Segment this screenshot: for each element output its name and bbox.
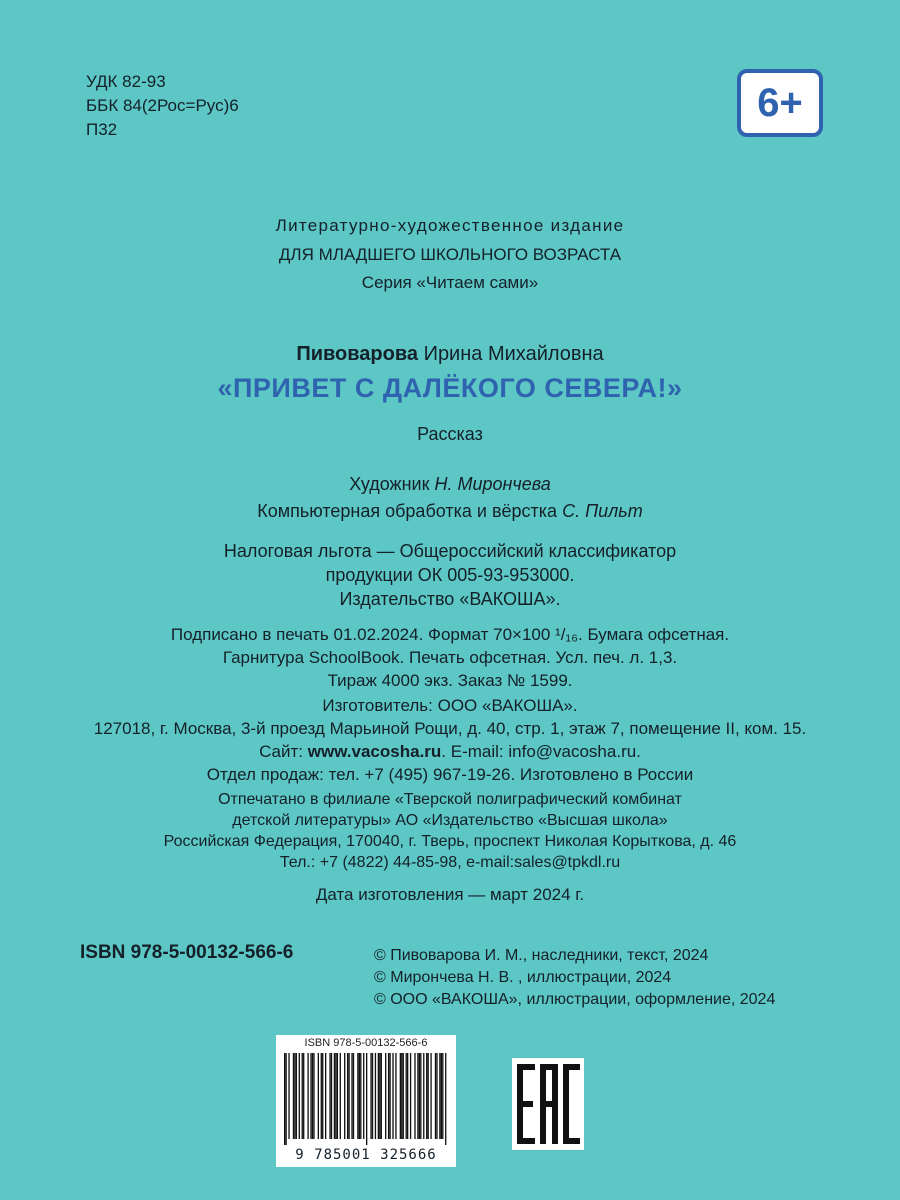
site-tld: .ru bbox=[419, 742, 442, 761]
edition-type: Литературно-художественное издание bbox=[275, 216, 625, 235]
barcode-digits: 9 785001 325666 bbox=[295, 1147, 437, 1163]
age-rating-badge: 6+ bbox=[737, 69, 823, 137]
printer-line: Отпечатано в филиале «Тверской полиграфический комбинат bbox=[218, 791, 682, 808]
manufacturer-site-line bbox=[0, 740, 900, 763]
manufacturer-email: . E-mail: info@vacosha.ru. bbox=[441, 742, 641, 761]
barcode-bars bbox=[284, 1053, 448, 1145]
layout-name: С. Пильт bbox=[562, 501, 643, 521]
book-genre: Рассказ bbox=[417, 424, 483, 444]
printer-block bbox=[0, 789, 900, 873]
artist-label: Художник bbox=[349, 474, 430, 494]
copyright-line: © Пивоварова И. М., наследники, текст, 2024 bbox=[374, 947, 709, 964]
barcode-isbn: ISBN 978-5-00132-566-6 bbox=[304, 1037, 428, 1049]
printer-line: Тел.: +7 (4822) 44-85-98, e-mail:sales@tpkdl.ru bbox=[279, 854, 621, 871]
isbn: ISBN 978-5-00132-566-6 bbox=[80, 942, 294, 963]
site-label: Сайт: bbox=[259, 742, 304, 761]
tax-line: продукции ОК 005-93-953000. bbox=[325, 565, 575, 585]
tax-line: Издательство «ВАКОША». bbox=[339, 589, 561, 609]
udk-code: УДК 82-93 bbox=[86, 72, 166, 91]
author-sign-code: П32 bbox=[86, 120, 118, 139]
site-brand: vacosha bbox=[351, 742, 420, 761]
artist-name: Н. Мирончева bbox=[434, 474, 551, 494]
layout-credit bbox=[0, 501, 900, 522]
tax-line: Налоговая льгота — Общероссийский классификатор bbox=[223, 541, 677, 561]
manufacturer-line: Изготовитель: ООО «ВАКОША». bbox=[322, 696, 578, 715]
print-line: Гарнитура SchoolBook. Печать офсетная. Усл. печ. л. 1,3. bbox=[222, 648, 678, 667]
site-www: www. bbox=[307, 742, 352, 761]
manufacturer-block bbox=[0, 694, 900, 786]
bbk-code: ББК 84(2Рос=Рус)6 bbox=[86, 96, 239, 115]
author-line bbox=[0, 343, 900, 366]
printer-line: Российская Федерация, 170040, г. Тверь, проспект Николая Корыткова, д. 46 bbox=[163, 833, 737, 850]
edition-audience: ДЛЯ МЛАДШЕГО ШКОЛЬНОГО ВОЗРАСТА bbox=[278, 245, 622, 264]
edition-series: Серия «Читаем сами» bbox=[361, 273, 539, 292]
copyright-line: © ООО «ВАКОША», иллюстрации, оформление, 2024 bbox=[374, 991, 776, 1008]
print-block bbox=[0, 623, 900, 692]
book-title: «ПРИВЕТ С ДАЛЁКОГО СЕВЕРА!» bbox=[217, 373, 683, 403]
manufacturer-line: Отдел продаж: тел. +7 (495) 967-19-26. Изготовлено в России bbox=[206, 765, 694, 784]
eac-mark-icon bbox=[512, 1058, 584, 1150]
site-link[interactable] bbox=[308, 742, 442, 761]
layout-label: Компьютерная обработка и вёрстка bbox=[257, 501, 558, 521]
author-first-name: Ирина Михайловна bbox=[423, 343, 604, 365]
copyright-block bbox=[374, 945, 775, 1011]
artist-credit bbox=[0, 474, 900, 495]
barcode bbox=[276, 1035, 456, 1167]
manufacture-date: Дата изготовления — март 2024 г. bbox=[315, 885, 585, 904]
author-last-name: Пивоварова bbox=[296, 343, 418, 365]
copyright-line: © Мирончева Н. В. , иллюстрации, 2024 bbox=[374, 969, 672, 986]
manufacturer-address: 127018, г. Москва, 3-й проезд Марьиной Рощи, д. 40, стр. 1, этаж 7, помещение II, ком. 15. bbox=[93, 719, 807, 738]
tax-block bbox=[0, 539, 900, 611]
print-line: Тираж 4000 экз. Заказ № 1599. bbox=[327, 671, 573, 690]
printer-line: детской литературы» АО «Издательство «Высшая школа» bbox=[232, 812, 668, 829]
classification-block bbox=[86, 70, 239, 142]
print-line: Подписано в печать 01.02.2024. Формат 70×100 ¹/₁₆. Бумага офсетная. bbox=[170, 625, 730, 644]
